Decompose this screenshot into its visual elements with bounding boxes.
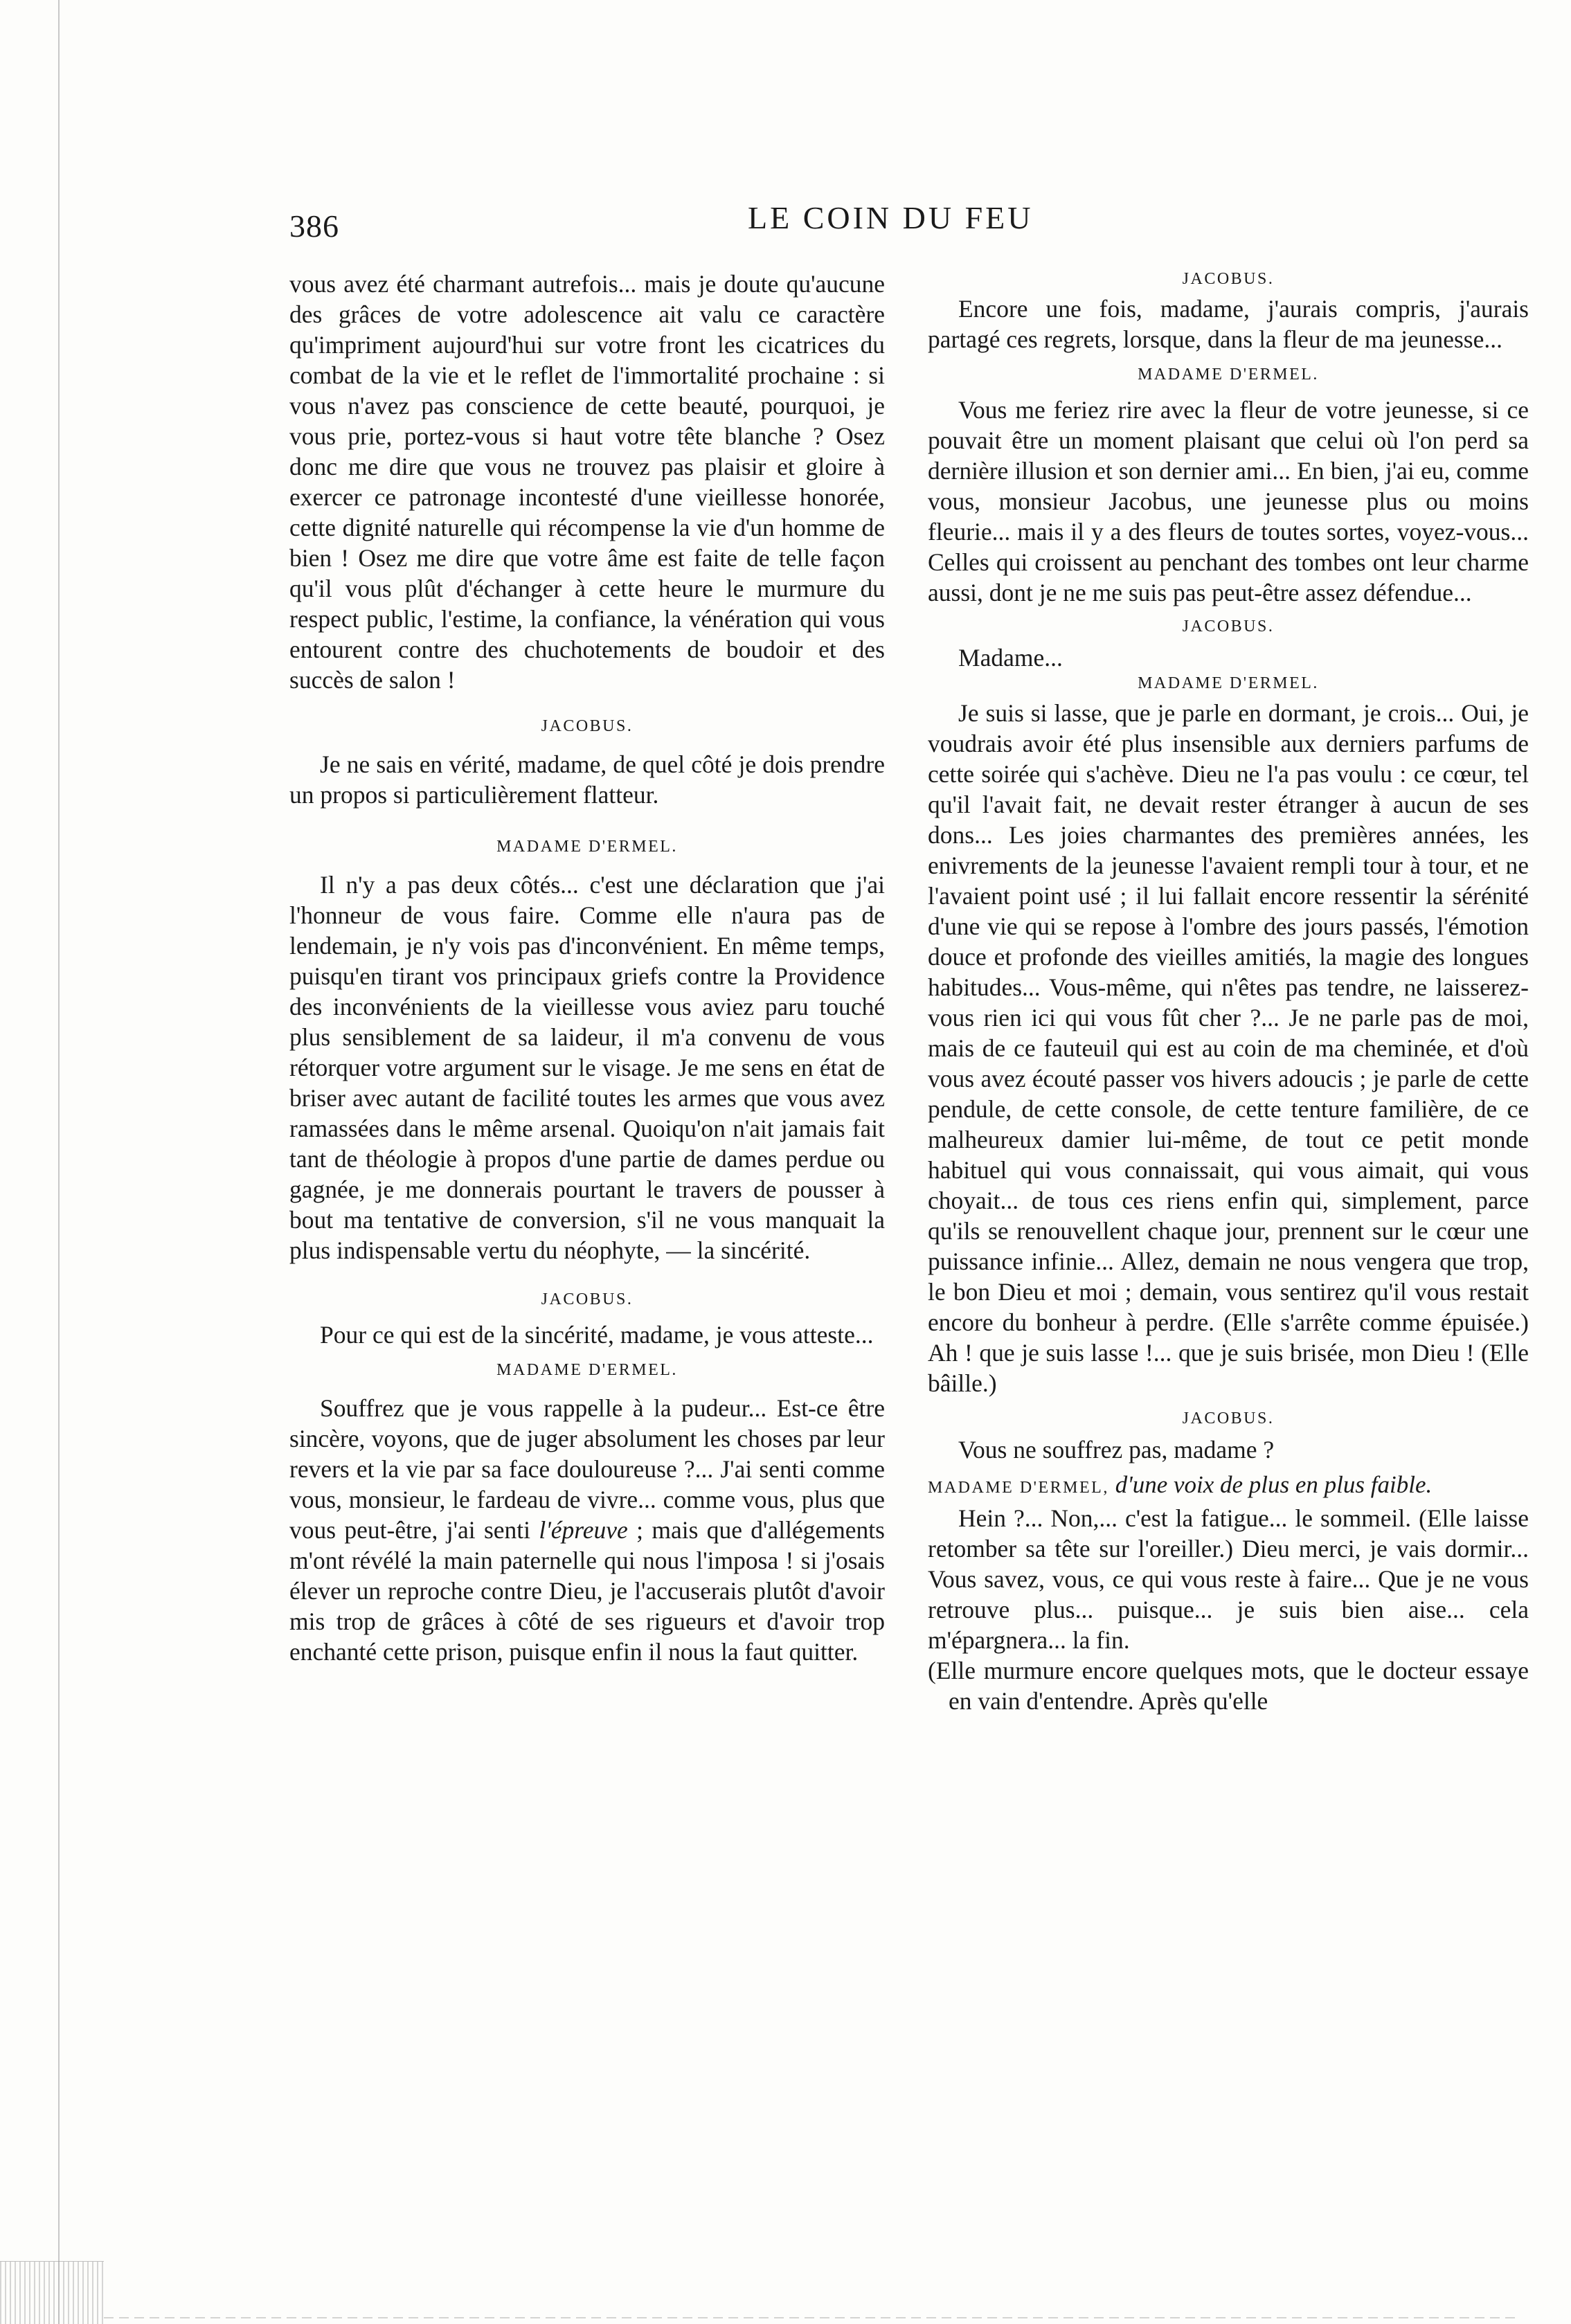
speaker-name: MADAME D'ERMEL. [496, 838, 678, 856]
paragraph: Madame... [958, 644, 1063, 672]
speaker-name: JACOBUS. [1182, 1409, 1275, 1427]
running-title: LE COIN DU FEU [748, 200, 1034, 235]
stage-direction-paragraph: (Elle murmure encore quelques mots, que le docteur essaye en vain d'entendre. Après qu'elle [928, 1657, 1529, 1715]
page-number: 386 [289, 208, 339, 244]
paragraph: Vous me feriez rire avec la fleur de votre jeunesse, si ce pouvait être un moment plaisant que celui où l'on perd sa dernière illusion et son dernier ami... En bien, j'ai eu, comme vous, monsieur Jacobus, une jeunesse plus ou moins fleurie... mais il y a des fleurs de toutes sortes, voyez-vous... Celles qui croissent au penchant des tombes ont leur charme aussi, dont je ne me suis pas peut-être assez défendue... [928, 396, 1529, 606]
paragraph: Hein ?... Non,... c'est la fatigue... le sommeil. (Elle laisse retomber sa tête sur l'oreiller.) Dieu merci, je vais dormir... Vous savez, vous, ce qui vous reste à faire... Que je ne vous retrouve plus... puisque... je suis bien aise... cela m'épargnera... la fin. [928, 1504, 1529, 1654]
right-column [928, 269, 1529, 1716]
scan-artifact [0, 2261, 104, 2324]
emphasis-text: l'épreuve [539, 1516, 628, 1544]
speaker-name: MADAME D'ERMEL. [496, 1361, 678, 1379]
left-column [289, 269, 885, 1667]
stage-direction: d'une voix de plus en plus faible. [1115, 1471, 1433, 1498]
paragraph: Je ne sais en vérité, madame, de quel côté je dois prendre un propos si particulièrement flatteur. [289, 750, 885, 809]
paragraph: Encore une fois, madame, j'aurais compris, j'aurais partagé ces regrets, lorsque, dans la fleur de ma jeunesse... [928, 295, 1529, 353]
paragraph: Je suis si lasse, que je parle en dormant, je crois... Oui, je voudrais avoir été plus insensible aux derniers parfums de cette soirée qui s'achève. Dieu ne l'a pas voulu : ce cœur, tel qu'il l'avait fait, ne devait rester étranger à aucun de ses dons... Les joies charmantes des premières années, les enivrements de la jeunesse l'avaient rempli tour à tour, et ne l'avaient point usé ; il lui fallait encore ressentir la sérénité d'une vie qui se repose à l'ombre des jours passés, l'émotion douce et profonde des vieilles amitiés, la magie des longues habitudes... Vous-même, qui n'êtes pas tendre, ne laisserez-vous rien ici qui vous fût cher ?... Je ne parle pas de moi, mais de ce fauteuil qui est au coin de ma cheminée, et d'où vous avez écouté passer vos hivers adoucis ; je parle de cette pendule, de cette console, de cette tenture familière, de ce malheureux damier lui-même, de tout ce petit monde habituel qui vous connaissait, qui vous aimait, qui vous choyait... de tous ces riens enfin qui, simplement, parce qu'ils se renouvellent chaque jour, prennent sur le cœur une puissance infinie... Allez, demain ne nous vengera que trop, le bon Dieu et moi ; demain, vous sentirez qu'il vous restait encore du bonheur à perdre. (Elle s'arrête comme épuisée.) Ah ! que je suis lasse !... que je suis brisée, mon Dieu ! (Elle bâille.) [928, 699, 1529, 1397]
paragraph-text: Souffrez que je vous rappelle à la pudeur... Est-ce être sincère, voyons, que de juger absolument les choses par leur revers et la vie par sa face douloureuse ?... J'ai senti comme vous, monsieur, le fardeau de vivre... comme vous, plus que vous peut-être, j'ai senti [289, 1394, 885, 1544]
speaker-name: JACOBUS. [541, 717, 634, 735]
speaker-name: JACOBUS. [541, 1290, 634, 1308]
scan-bottom-edge [104, 2317, 1516, 2318]
paragraph: Il n'y a pas deux côtés... c'est une déclaration que j'ai l'honneur de vous faire. Comme elle n'aura pas de lendemain, je n'y vois pas d'inconvénient. En même temps, puisqu'en tirant vos principaux griefs contre la Providence des inconvénients de la vieillesse vous aviez paru touché plus sensiblement de sa laideur, il m'a convenu de vous rétorquer votre argument sur le visage. Je me sens en état de briser avec autant de facilité toutes les armes que vous avez ramassées dans le même arsenal. Quoiqu'on n'ait jamais fait tant de théologie à propos d'une partie de dames perdue ou gagnée, je me donnerais pourtant le travers de pousser à bout ma tentative de conversion, s'il ne vous manquait la plus indispensable vertu du néophyte, — la sincérité. [289, 871, 885, 1264]
paragraph: Pour ce qui est de la sincérité, madame, je vous atteste... [320, 1321, 874, 1349]
speaker-name: MADAME D'ERMEL, [928, 1479, 1109, 1497]
binding-edge [58, 0, 60, 2324]
speaker-name: MADAME D'ERMEL. [1138, 366, 1319, 384]
paragraph-text: ; mais que d'allégements m'ont révélé la main paternelle qui nous l'imposa ! si j'osais élever un reproche contre Dieu, je l'accuserais plutôt d'avoir mis trop de grâces à côté de ses rigueurs et d'avoir trop enchanté cette prison, puisque enfin il nous la faut quitter. [289, 1516, 885, 1666]
paragraph: vous avez été charmant autrefois... mais je doute qu'aucune des grâces de votre adolescence ait valu ce caractère qu'impriment aujourd'hui sur votre front les cicatrices du combat de la vie et le reflet de l'immortalité prochaine : si vous n'avez pas conscience de cette beauté, pourquoi, je vous prie, portez-vous si haut votre tête blanche ? Osez donc me dire que vous ne trouvez pas plaisir et gloire à exercer ce patronage incontesté d'une vieillesse honorée, cette dignité naturelle qui récompense la vie d'un homme de bien ! Osez me dire que votre âme est faite de telle façon qu'il vous plût d'échanger à cette heure le murmure du respect public, l'estime, la confiance, la vénération qui vous entourent contre des chuchotements de boudoir et des succès de salon ! [289, 270, 885, 694]
paragraph: Vous ne souffrez pas, madame ? [958, 1436, 1275, 1463]
speaker-name: JACOBUS. [1182, 618, 1275, 636]
speaker-name: JACOBUS. [1182, 270, 1275, 288]
paragraph [289, 1393, 885, 1667]
speaker-line [928, 1469, 1529, 1503]
speaker-name: MADAME D'ERMEL. [1138, 674, 1319, 692]
